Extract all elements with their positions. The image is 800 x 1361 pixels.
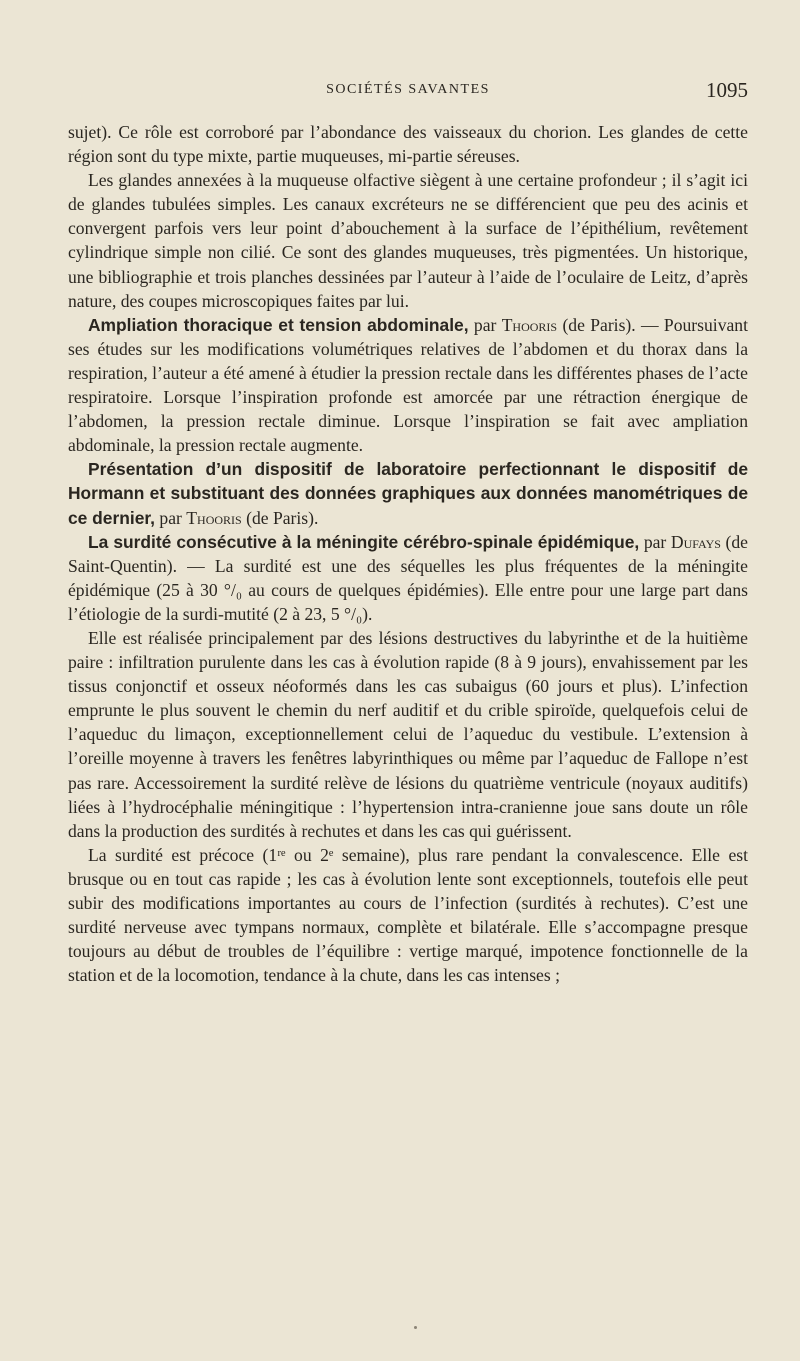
author-prefix: par <box>155 507 187 528</box>
body-text <box>68 120 748 987</box>
article-title: La surdité consécutive à la méningite cérébro-spinale épidémique, <box>88 531 640 552</box>
paragraph-lesions: Elle est réalisée principalement par des lésions destructives du labyrinthe et de la huitième paire : infiltration purulente dans les cas à évolution rapide (8 à 9 jours), envahissement par les tissus conjonctif et osseux néoformés dans les cas subaigus (60 jours et plus). L’infection emprunte le plus souvent le chemin du nerf auditif et du crible spiroïde, quelquefois celui de l’aqueduc du limaçon, exceptionnellement celui de l’aqueduc du vestibule. L’extension à l’oreille moyenne à travers les fenêtres labyrinthiques ou même par l’aqueduc de Fallope n’est pas rare. Accessoirement la surdité relève de lésions du quatrième ventricule (noyaux auditifs) liées à l’hydrocéphalie méningitique : l’hypertension intra-cranienne joue sans doute un rôle dans la production des surdités à rechutes et dans les cas qui guérissent. <box>68 627 748 841</box>
running-head: SOCIÉTÉS SAVANTES <box>326 82 490 97</box>
article-summary: (de Paris). — Poursuivant ses études sur les modifications volumétriques relatives de l’abdomen et du thorax dans la respiration, l’auteur a été amené à étudier la pression rectale dans les différentes phases de l’acte respiratoire. Lorsque l’inspiration profonde est amorcée par une rétraction énergique de l’abdomen, la pression rectale diminue. Lorsque l’inspiration se fait avec ampliation abdominale, la pression rectale augmente. <box>68 314 748 456</box>
paragraph-onset: La surdité est précoce (1ʳᵉ ou 2ᵉ semaine), plus rare pendant la convalescence. Elle est brusque ou en tout cas rapide ; les cas à évolution lente sont exceptionnels, toutefois elle peut subir des modifications importantes au cours de l’infection (surdités à rechutes). C’est une surdité nerveuse avec tympans normaux, complète et bilatérale. Elle s’accompagne presque toujours au début de troubles de l’équilibre : vertige marqué, impotence fonctionnelle de la station et de la locomotion, tendance à la chute, dans les cas intenses ; <box>68 844 748 986</box>
paragraph-olfactory-glands: Les glandes annexées à la muqueuse olfactive siègent à une certaine profondeur ; il s’agit ici de glandes tubulées simples. Les canaux excréteurs ne se différencient que peu des acinis et convergent parfois vers leur point d’abouchement à la surface de l’épithélium, revêtement cylindrique simple non cilié. Ce sont des glandes muqueuses, très pigmentées. Un historique, une bibliographie et trois planches dessinées par l’auteur à l’aide de l’oculaire de Leitz, d’après nature, des coupes microscopiques faites par lui. <box>68 170 748 311</box>
print-speck <box>414 1326 417 1329</box>
paragraph-continuation: sujet). Ce rôle est corroboré par l’abondance des vaisseaux du chorion. Les glandes de cette région sont du type mixte, partie muqueuses, mi-partie séreuses. <box>68 122 748 167</box>
page-number: 1095 <box>706 78 748 102</box>
page-header <box>68 78 748 112</box>
article-summary: (de Saint-Quentin). — La surdité est une des séquelles les plus fréquentes de la méningite épidémique (25 à 30 °/₀ au cours de quelques épidémies). Elle entre pour une large part dans l’étiologie de la surdi-mutité (2 à 23, 5 °/₀). <box>68 531 748 624</box>
author-name: Thooris <box>186 507 242 528</box>
paragraph-meningitis-deafness <box>68 530 748 626</box>
author-name: Dufays <box>670 531 721 552</box>
article-title: Ampliation thoracique et tension abdominale, <box>88 314 469 335</box>
article-title: Présentation d’un dispositif de laboratoire perfectionnant le dispositif de Hormann et substituant des données graphiques aux données manométriques de ce dernier, <box>68 459 748 528</box>
author-prefix: par <box>639 531 671 552</box>
paragraph-laboratory-device <box>68 457 748 529</box>
paragraph-thoracic-ampliation <box>68 313 748 458</box>
author-name: Thooris <box>501 314 558 335</box>
author-prefix: par <box>468 314 502 335</box>
article-summary: (de Paris). <box>241 507 319 528</box>
